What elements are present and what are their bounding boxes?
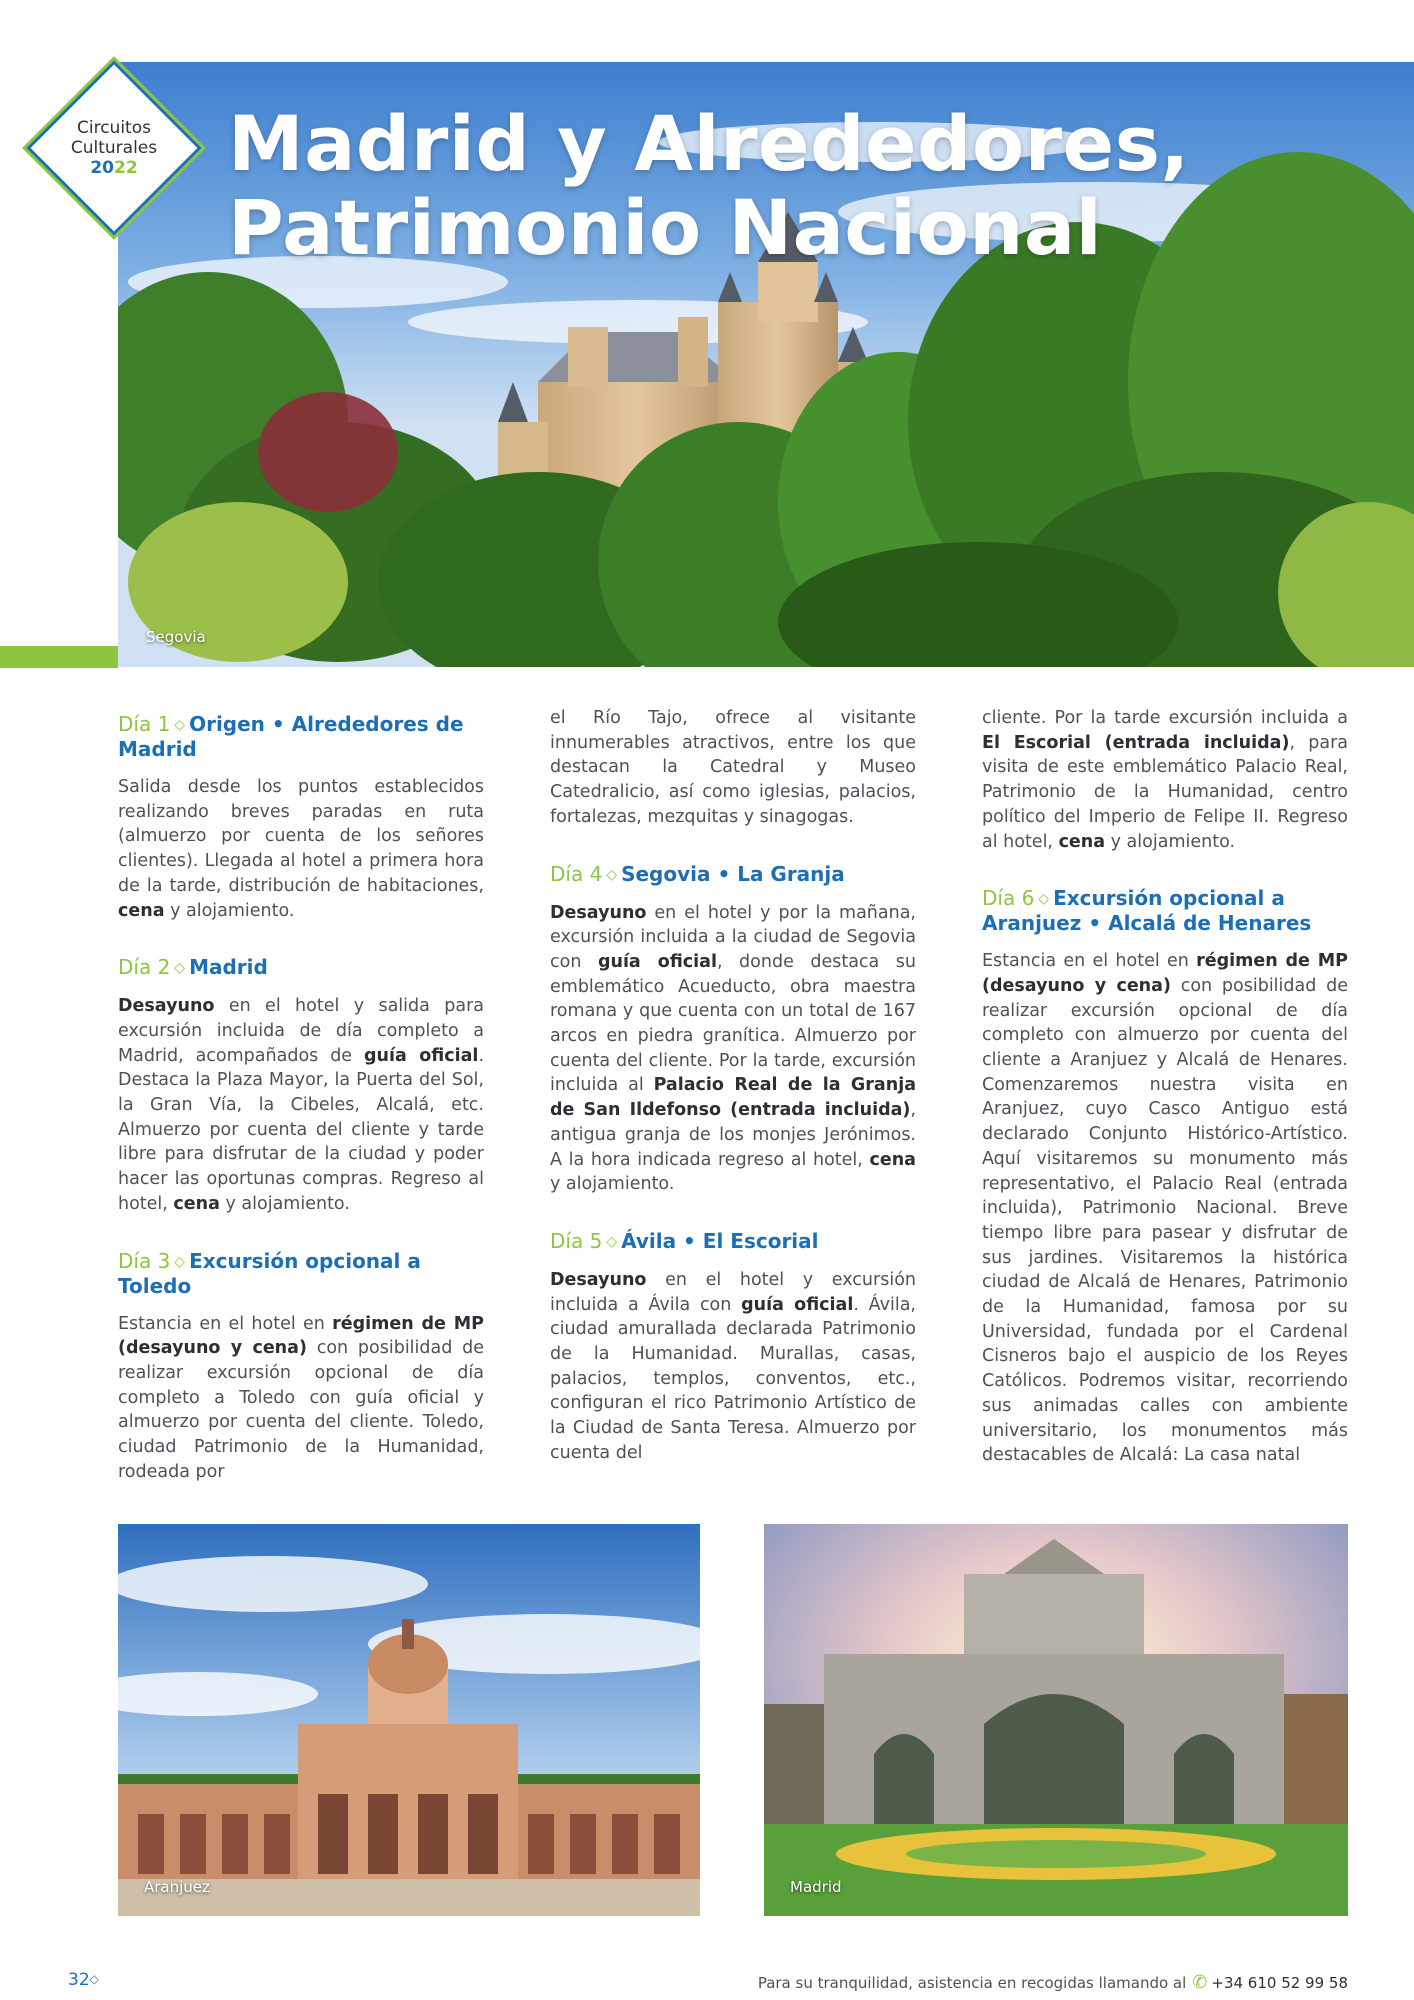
footer-note — [758, 1972, 1348, 1993]
photo-madrid — [764, 1524, 1348, 1916]
photo-caption-madrid: Madrid — [790, 1878, 842, 1896]
diamond-icon: ◇ — [1038, 891, 1050, 908]
title-line-1: Madrid y Alrededores, — [228, 99, 1190, 188]
aranjuez-scene — [118, 1524, 700, 1916]
diamond-icon: ◇ — [174, 1253, 186, 1270]
photo-caption-aranjuez: Aranjuez — [144, 1878, 210, 1896]
day-3-title: Excursión opcional a Toledo — [118, 1248, 421, 1298]
day-4-title: Segovia • La Granja — [621, 861, 845, 886]
phone-icon: ✆ — [1192, 1972, 1208, 1993]
page-number — [68, 1970, 99, 1990]
day-2-text: Desayuno en el hotel y salida para excursión incluida de día completo a Madrid, acompañados de guía oficial. Destaca la Plaza Mayor, la Puerta del Sol, la Gran Vía, la Cibeles, Alcalá, etc. Almuerzo por cuenta del cliente y tarde libre para disfrutar de la ciudad y poder hacer las oportunas compras. Regreso al hotel, cena y alojamiento. — [118, 996, 485, 1214]
day-1-heading — [118, 712, 484, 761]
day-3-text-continued: el Río Tajo, ofrece al visitante innumerables atractivos, entre los que destacan la Catedral y Museo Catedralicio, así como iglesias, palacios, fortalezas, mezquitas y sinagogas. — [550, 708, 916, 827]
day-5-text: Desayuno en el hotel y excursión incluida a Ávila con guía oficial. Ávila, ciudad amurallada declarada Patrimonio de la Humanidad. Murallas, casas, palacios, templos, conventos, etc., configuran el rico Patrimonio Artístico de la Ciudad de Santa Teresa. Almuerzo por cuenta del — [550, 1269, 916, 1463]
text-column-1 — [118, 712, 484, 1516]
day-3-text: Estancia en el hotel en régimen de MP (desayuno y cena) con posibilidad de realizar excursión opcional de día completo a Toledo con guía oficial y almuerzo por cuenta del cliente. Toledo, ciudad Patrimonio de la Humanidad, rodeada por — [118, 1313, 484, 1482]
day-5-text-continued: cliente. Por la tarde excursión incluida a El Escorial (entrada incluida), para visita de este emblemático Palacio Real, Patrimonio de la Humanidad, centro político del Imperio de Felipe II. Regreso al hotel, cena y alojamiento. — [982, 708, 1348, 852]
diamond-icon: ◇ — [89, 1972, 99, 1986]
day-5-title: Ávila • El Escorial — [621, 1228, 819, 1253]
page-number-value: 32 — [68, 1970, 90, 1990]
day-6-text: Estancia en el hotel en régimen de MP (desayuno y cena) con posibilidad de realizar excursión opcional de día completo con almuerzo por cuenta del cliente a Aranjuez y Alcalá de Henares. Comenzaremos nuestra visita en Aranjuez, cuyo Casco Antiguo está declarado Conjunto Histórico-Artístico. Aquí visitaremos su monumento más representativo, el Palacio Real (entrada incluida), Patrimonio Nacional. Breve tiempo libre para pasear y disfrutar de sus jardines. Visitaremos la histórica ciudad de Alcalá de Henares, Patrimonio de la Humanidad, famosa por su Universidad, fundada por el Cardenal Cisneros bajo el auspicio de los Reyes Católicos. Podremos visitar, recorriendo sus animadas calles con ambiente universitario, los monumentos más destacables de Alcalá: La casa natal — [982, 951, 1348, 1466]
text-column-3 — [982, 706, 1348, 1500]
day-4-text: Desayuno en el hotel y por la mañana, excursión incluida a la ciudad de Segovia con guía oficial, donde destaca su emblemático Acueducto, obra maestra romana y que cuenta con un total de 167 arcos en piedra granítica. Almuerzo por cuenta del cliente. Por la tarde, excursión incluida al Palacio Real de la Granja de San Ildefonso (entrada incluida), antigua granja de los monjes Jerónimos. A la hora indicada regreso al hotel, cena y alojamiento. — [550, 902, 917, 1195]
puerta-alcala-scene — [764, 1524, 1348, 1916]
day-6-label: Día 6 — [982, 886, 1035, 911]
day-5-label: Día 5 — [550, 1228, 603, 1253]
hero-caption: Segovia — [146, 628, 206, 646]
title-line-2: Patrimonio Nacional — [228, 183, 1103, 272]
hero-image-segovia — [118, 62, 1414, 667]
day-3-label: Día 3 — [118, 1248, 171, 1273]
badge-text — [22, 118, 206, 178]
page-title — [228, 99, 1328, 272]
day-1-label: Día 1 — [118, 712, 171, 736]
day-6-title: Excursión opcional a Aranjuez • Alcalá de Henares — [982, 886, 1312, 936]
day-4-heading — [550, 862, 916, 887]
collection-badge — [22, 56, 206, 240]
day-3-heading — [118, 1249, 484, 1298]
day-2-label: Día 2 — [118, 955, 171, 980]
phone-number: +34 610 52 99 58 — [1211, 1974, 1348, 1992]
diamond-icon: ◇ — [174, 960, 186, 977]
badge-year — [22, 158, 206, 178]
day-2-title: Madrid — [189, 955, 268, 980]
day-4-label: Día 4 — [550, 861, 603, 886]
day-6-heading — [982, 886, 1348, 935]
accent-bar — [0, 646, 118, 668]
day-5-heading — [550, 1229, 916, 1254]
day-1-title: Origen • Alrededores de Madrid — [118, 712, 464, 761]
badge-line-1: Circuitos — [77, 118, 151, 138]
footer-note-text: Para su tranquilidad, asistencia en recogidas llamando al — [757, 1974, 1187, 1992]
diamond-icon: ◇ — [606, 1233, 618, 1250]
day-2-heading — [118, 955, 484, 980]
badge-year-a: 20 — [90, 158, 114, 178]
diamond-icon: ◇ — [174, 717, 186, 733]
diamond-icon: ◇ — [606, 866, 618, 883]
day-1-text: Salida desde los puntos establecidos realizando breves paradas en ruta (almuerzo por cuenta de los señores clientes). Llegada al hotel a primera hora de la tarde, distribución de habitaciones, cena y alojamiento. — [118, 777, 484, 921]
badge-line-2: Culturales — [70, 138, 158, 158]
photo-aranjuez — [118, 1524, 700, 1916]
badge-year-b: 22 — [114, 158, 138, 178]
text-column-2 — [550, 706, 916, 1498]
